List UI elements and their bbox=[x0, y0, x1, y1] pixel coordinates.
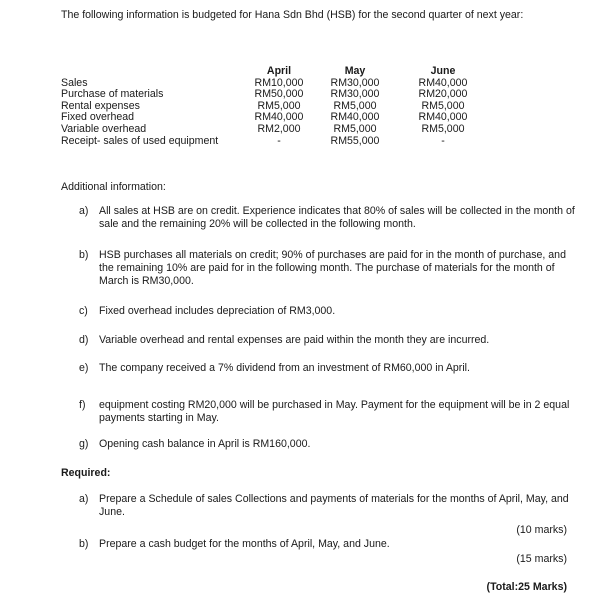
month-june: June bbox=[430, 65, 456, 77]
row-label: Variable overhead bbox=[61, 122, 147, 135]
marks-a: (10 marks) bbox=[516, 524, 567, 536]
item-text: Variable overhead and rental expenses are paid within the month they are incurred. bbox=[99, 334, 490, 346]
info-item-f bbox=[79, 399, 579, 425]
row-label: Purchase of materials bbox=[61, 88, 164, 101]
cell-june: RM5,000 bbox=[421, 99, 465, 112]
cell-june: RM40,000 bbox=[418, 76, 468, 89]
cell-june: - bbox=[441, 134, 445, 147]
item-text: All sales at HSB are on credit. Experience indicates that 80% of sales will be collected in the month of sale and the remaining 20% will be collected in the following month. bbox=[99, 205, 575, 230]
cell-may: RM5,000 bbox=[333, 122, 377, 135]
cell-april: RM10,000 bbox=[254, 76, 304, 89]
item-text: equipment costing RM20,000 will be purchased in May. Payment for the equipment will be in 2 equal payments starting in May. bbox=[99, 399, 570, 424]
item-text: Fixed overhead includes depreciation of RM3,000. bbox=[99, 305, 336, 317]
item-text: Prepare a cash budget for the months of April, May, and June. bbox=[99, 538, 390, 550]
info-item-g bbox=[79, 438, 579, 451]
cell-may: RM30,000 bbox=[330, 88, 380, 101]
item-text: HSB purchases all materials on credit; 90% of purchases are paid for in the month of purchase, and the remaining 10% are paid for in the following month. The purchase of materials for the month of March is RM30,000. bbox=[99, 249, 566, 287]
cell-april: RM5,000 bbox=[257, 99, 301, 112]
cell-may: RM5,000 bbox=[333, 99, 377, 112]
item-letter: b) bbox=[79, 538, 89, 550]
item-text: The company received a 7% dividend from an investment of RM60,000 in April. bbox=[99, 362, 470, 374]
item-letter: e) bbox=[79, 362, 89, 374]
item-letter: d) bbox=[79, 334, 89, 346]
info-item-b bbox=[79, 249, 579, 288]
marks-b: (15 marks) bbox=[516, 553, 567, 565]
row-label: Fixed overhead bbox=[61, 111, 135, 124]
item-text: Prepare a Schedule of sales Collections and payments of materials for the months of April, May, and June. bbox=[99, 493, 569, 518]
info-item-d bbox=[79, 334, 579, 347]
total-marks: (Total:25 Marks) bbox=[486, 581, 567, 593]
cell-may: RM55,000 bbox=[330, 134, 380, 147]
cell-may: RM30,000 bbox=[330, 76, 380, 89]
cell-april: - bbox=[277, 134, 281, 147]
cell-april: RM40,000 bbox=[254, 111, 304, 124]
required-item-b bbox=[79, 538, 579, 551]
item-text: Opening cash balance in April is RM160,000. bbox=[99, 438, 311, 450]
required-item-a bbox=[79, 493, 579, 519]
item-letter: a) bbox=[79, 493, 89, 505]
cell-april: RM50,000 bbox=[254, 88, 304, 101]
budget-header-row bbox=[61, 66, 487, 78]
item-letter: b) bbox=[79, 249, 89, 261]
table-row bbox=[61, 136, 487, 148]
cell-june: RM40,000 bbox=[418, 111, 468, 124]
cell-may: RM40,000 bbox=[330, 111, 380, 124]
required-heading: Required: bbox=[61, 467, 111, 479]
intro-paragraph: The following information is budgeted for Hana Sdn Bhd (HSB) for the second quarter of next year: bbox=[61, 9, 524, 21]
cell-april: RM2,000 bbox=[257, 122, 301, 135]
month-may: May bbox=[344, 65, 366, 77]
row-label: Sales bbox=[61, 76, 88, 89]
month-april: April bbox=[266, 65, 292, 77]
item-letter: g) bbox=[79, 438, 89, 450]
additional-info-heading: Additional information: bbox=[61, 181, 166, 193]
row-label: Rental expenses bbox=[61, 99, 140, 112]
table-row bbox=[61, 124, 487, 136]
item-letter: c) bbox=[79, 305, 88, 317]
cell-june: RM20,000 bbox=[418, 88, 468, 101]
info-item-e bbox=[79, 362, 579, 375]
row-label: Receipt- sales of used equipment bbox=[61, 134, 219, 147]
item-letter: a) bbox=[79, 205, 89, 217]
cell-june: RM5,000 bbox=[421, 122, 465, 135]
item-letter: f) bbox=[79, 399, 86, 411]
budget-table bbox=[61, 66, 487, 147]
info-item-c bbox=[79, 305, 579, 318]
info-item-a bbox=[79, 205, 579, 231]
